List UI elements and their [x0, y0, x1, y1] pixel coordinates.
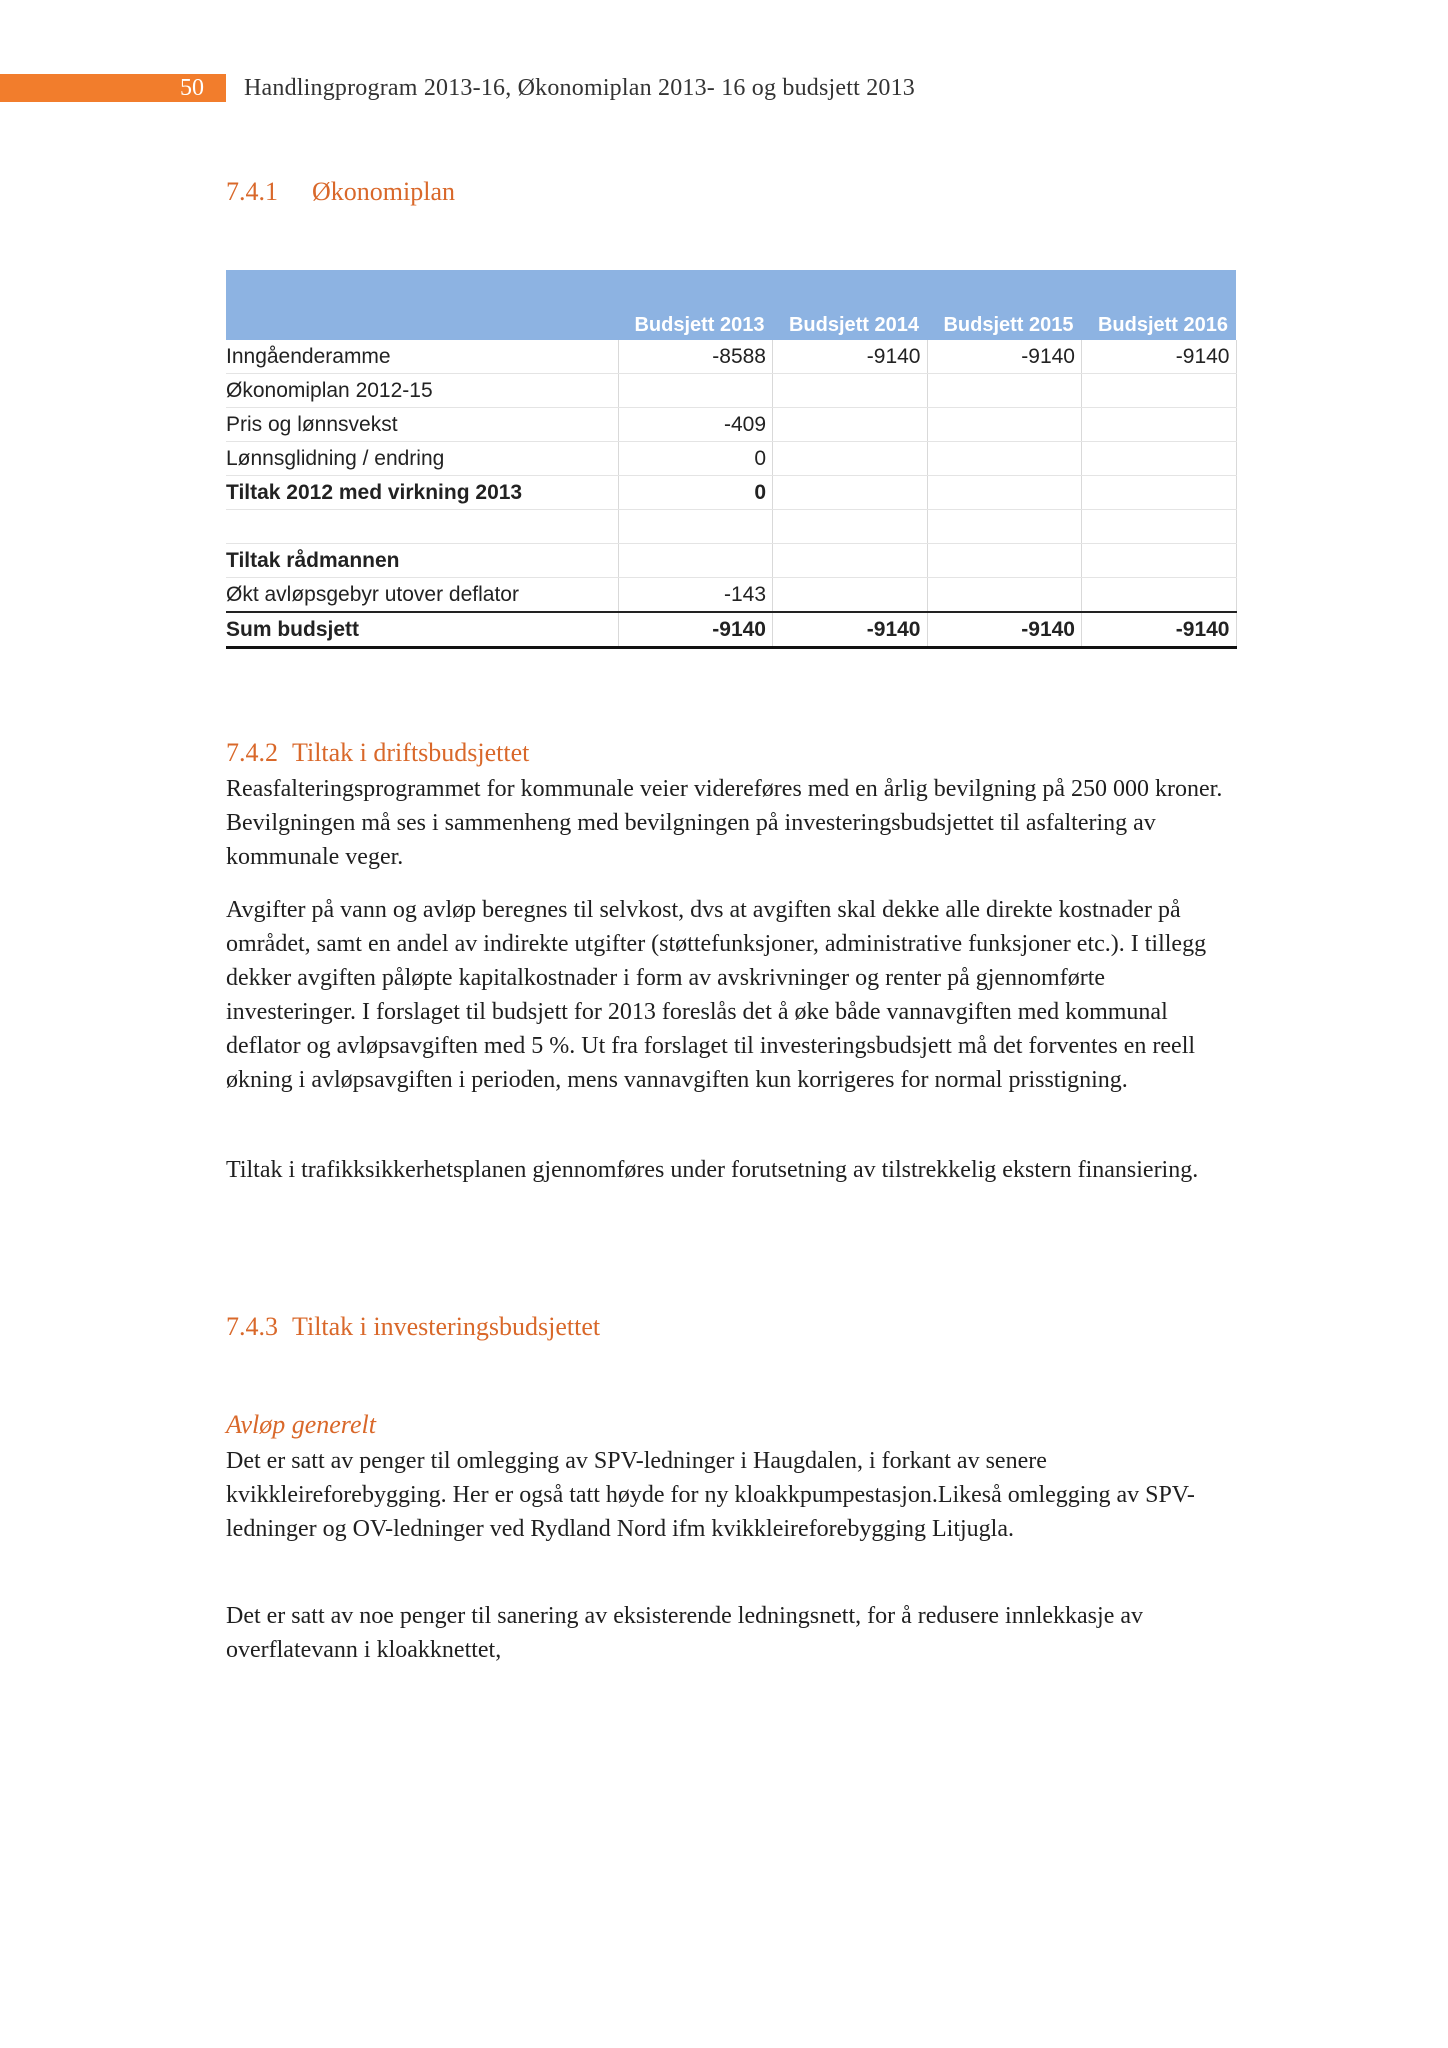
table-row: [226, 578, 1236, 613]
table-cell: [1082, 442, 1237, 476]
table-row: [226, 544, 1236, 578]
table-cell: -9140: [1082, 340, 1237, 374]
header-band-cell: [1082, 270, 1237, 310]
row-label: Inngåenderamme: [226, 340, 618, 374]
table-cell: [618, 374, 773, 408]
row-label: Lønnsglidning / endring: [226, 442, 618, 476]
budget-table: [226, 270, 1237, 649]
table-cell: 0: [618, 442, 773, 476]
paragraph-avgifter: Avgifter på vann og avløp beregnes til selvkost, dvs at avgiften skal dekke alle direkte kostnader på området, samt en andel av indirekte utgifter (støttefunksjoner, administrative funksjoner etc.). I tillegg dekker avgiften påløpte kapitalkostnader i form av avskrivninger og renter på gjennomførte investeringer. I forslaget til budsjett for 2013 foreslås det å øke både vannavgiften med kommunal deflator og avløpsavgiften med 5 %. Ut fra forslaget til investeringsbudsjett må det forventes en reell økning i avløpsavgiften i perioden, mens vannavgiften kun korrigeres for normal prisstigning.: [226, 897, 1207, 1093]
paragraph-reasfaltering: Reasfalteringsprogrammet for kommunale veier videreføres med en årlig bevilgning på 250 000 kroner. Bevilgningen må ses i sammenheng med bevilgningen på investeringsbudsjettet til asfaltering av kommunale veger.: [226, 776, 1223, 870]
column-header: Budsjett 2015: [927, 310, 1082, 340]
table-row: [226, 340, 1236, 374]
table-cell: -8588: [618, 340, 773, 374]
section-heading-7-4-2: [226, 736, 529, 770]
row-label: Tiltak rådmannen: [226, 544, 618, 578]
header-corner-cell: [226, 310, 618, 340]
section-number: 7.4.2: [226, 738, 278, 767]
section-number: 7.4.3: [226, 1312, 278, 1341]
table-cell: [927, 374, 1082, 408]
row-label: Pris og lønnsvekst: [226, 408, 618, 442]
table-cell: [927, 408, 1082, 442]
header-band-cell: [773, 270, 928, 310]
header-band-cell: [618, 270, 773, 310]
section-title: Tiltak i investeringsbudsjettet: [292, 1312, 601, 1341]
table-row: [226, 476, 1236, 510]
table-cell: [1082, 578, 1237, 613]
paragraph-spv-ledninger: Det er satt av penger til omlegging av SPV-ledninger i Haugdalen, i forkant av senere kvikkleireforebygging. Her er også tatt høyde for ny kloakkpumpestasjon.Likeså omlegging av SPV-ledninger og OV-ledninger ved Rydland Nord ifm kvikkleireforebygging Litjugla.: [226, 1448, 1195, 1542]
table-cell: [618, 510, 773, 544]
row-label: Økonomiplan 2012-15: [226, 374, 618, 408]
table-cell: [927, 510, 1082, 544]
section-number: 7.4.1: [226, 177, 278, 206]
table-cell: [1082, 374, 1237, 408]
column-header: Budsjett 2013: [618, 310, 773, 340]
table-cell: [1082, 476, 1237, 510]
table-cell: [927, 544, 1082, 578]
running-header: Handlingprogram 2013-16, Økonomiplan 2013- 16 og budsjett 2013: [244, 75, 915, 101]
section-heading-7-4-1: [226, 175, 455, 209]
table-cell: -9140: [773, 612, 928, 648]
table-cell: -409: [618, 408, 773, 442]
table-cell: -9140: [1082, 612, 1237, 648]
table-cell: [773, 442, 928, 476]
table-cell: [773, 476, 928, 510]
row-label: Sum budsjett: [226, 612, 618, 648]
paragraph-trafikksikkerhet: Tiltak i trafikksikkerhetsplanen gjennomføres under forutsetning av tilstrekkelig ekstern finansiering.: [226, 1157, 1199, 1183]
table-cell: -9140: [773, 340, 928, 374]
table-cell: -9140: [927, 340, 1082, 374]
section-title: Tiltak i driftsbudsjettet: [292, 738, 530, 767]
header-band-cell: [927, 270, 1082, 310]
table-row: [226, 374, 1236, 408]
table-cell: [773, 374, 928, 408]
section-title: Økonomiplan: [312, 177, 455, 206]
table-cell: 0: [618, 476, 773, 510]
table-cell: -9140: [927, 612, 1082, 648]
row-label: [226, 510, 618, 544]
table-cell: [927, 476, 1082, 510]
table-cell: [1082, 408, 1237, 442]
table-row: [226, 612, 1236, 648]
table-cell: [927, 442, 1082, 476]
table-cell: [773, 544, 928, 578]
table-cell: [927, 578, 1082, 613]
table-cell: [618, 544, 773, 578]
column-header: Budsjett 2014: [773, 310, 928, 340]
table-cell: [1082, 544, 1237, 578]
row-label: Økt avløpsgebyr utover deflator: [226, 578, 618, 613]
subheading-avlop-generelt: Avløp generelt: [226, 1410, 376, 1439]
table-cell: -9140: [618, 612, 773, 648]
table-cell: [773, 408, 928, 442]
paragraph-sanering: Det er satt av noe penger til sanering av eksisterende ledningsnett, for å redusere innlekkasje av overflatevann i kloakknettet,: [226, 1603, 1143, 1663]
table-row: [226, 510, 1236, 544]
header-band-cell: [226, 270, 618, 310]
table-row: [226, 408, 1236, 442]
row-label: Tiltak 2012 med virkning 2013: [226, 476, 618, 510]
table-row: [226, 442, 1236, 476]
table-cell: [773, 578, 928, 613]
table-cell: [773, 510, 928, 544]
page-number: 50: [180, 75, 204, 101]
column-header: Budsjett 2016: [1082, 310, 1237, 340]
table-cell: -143: [618, 578, 773, 613]
section-heading-7-4-3: [226, 1310, 600, 1344]
table-cell: [1082, 510, 1237, 544]
